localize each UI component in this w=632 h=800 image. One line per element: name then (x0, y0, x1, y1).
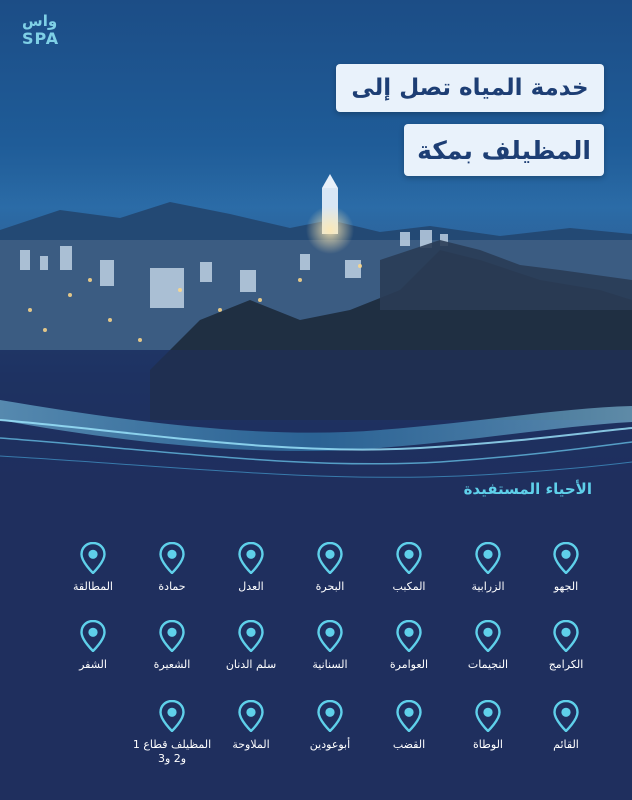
neighborhoods-row-2 (46, 620, 616, 680)
location-pin-icon (284, 700, 376, 732)
neighborhood-name: الوطاة (473, 738, 503, 751)
neighborhood-item (284, 700, 376, 752)
logo-arabic-text: واس (22, 12, 58, 30)
location-pin-icon (205, 620, 297, 652)
neighborhood-item (205, 542, 297, 594)
neighborhood-item (363, 700, 455, 752)
neighborhood-name: المطالقة (73, 580, 113, 593)
neighborhood-item (205, 700, 297, 752)
neighborhood-item (126, 700, 218, 766)
neighborhood-name: سلم الدنان (225, 658, 277, 671)
neighborhoods-row-1 (46, 542, 616, 602)
location-pin-icon (205, 700, 297, 732)
neighborhood-name: النجيمات (467, 658, 509, 671)
location-pin-icon (284, 620, 376, 652)
location-pin-icon (126, 542, 218, 574)
neighborhood-name: العوامرة (389, 658, 429, 671)
neighborhood-name: المكبب (392, 580, 426, 593)
location-pin-icon (126, 700, 218, 732)
location-pin-icon (47, 620, 139, 652)
neighborhood-name: الزرابية (471, 580, 505, 593)
location-pin-icon (284, 542, 376, 574)
neighborhood-item (47, 620, 139, 672)
logo-latin-text: SPA (22, 29, 60, 48)
neighborhood-name: القائم (553, 738, 579, 751)
location-pin-icon (205, 542, 297, 574)
neighborhood-name: حمادة (158, 580, 186, 593)
location-pin-icon (126, 620, 218, 652)
neighborhood-name: الملاوحة (232, 738, 270, 751)
mecca-night-scene (0, 170, 632, 500)
neighborhood-name: المظيلف قطاع 1 و2 و3 (132, 738, 212, 765)
neighborhood-item (47, 542, 139, 594)
neighborhood-item (442, 542, 534, 594)
neighborhood-item (363, 542, 455, 594)
neighborhood-item (205, 620, 297, 672)
neighborhood-name: السنانية (312, 658, 348, 671)
neighborhood-name: الجهو (553, 580, 579, 593)
neighborhood-item (442, 620, 534, 672)
headline-line-1: خدمة المياه تصل إلى (336, 64, 604, 112)
location-pin-icon (442, 700, 534, 732)
neighborhoods-row-3 (46, 700, 616, 765)
headline-line-2: المظيلف بمكة (404, 124, 604, 176)
spa-logo (22, 12, 78, 52)
neighborhood-name: الكرامج (548, 658, 584, 671)
neighborhood-item (363, 620, 455, 672)
location-pin-icon (442, 620, 534, 652)
neighborhood-name: الشفر (79, 658, 107, 671)
location-pin-icon (363, 620, 455, 652)
location-pin-icon (442, 542, 534, 574)
neighborhood-item (442, 700, 534, 752)
neighborhood-item (284, 620, 376, 672)
neighborhood-name: البحرة (315, 580, 345, 593)
neighborhood-name: القضب (392, 738, 426, 751)
neighborhood-item (126, 542, 218, 594)
location-pin-icon (363, 542, 455, 574)
neighborhood-item (126, 620, 218, 672)
location-pin-icon (363, 700, 455, 732)
neighborhood-name: الشعيرة (153, 658, 191, 671)
beneficiary-neighborhoods-heading: الأحياء المستفيدة (463, 480, 592, 498)
neighborhood-name: أبوعودين (309, 738, 351, 751)
neighborhood-name: العدل (238, 580, 264, 593)
location-pin-icon (47, 542, 139, 574)
neighborhood-item (284, 542, 376, 594)
